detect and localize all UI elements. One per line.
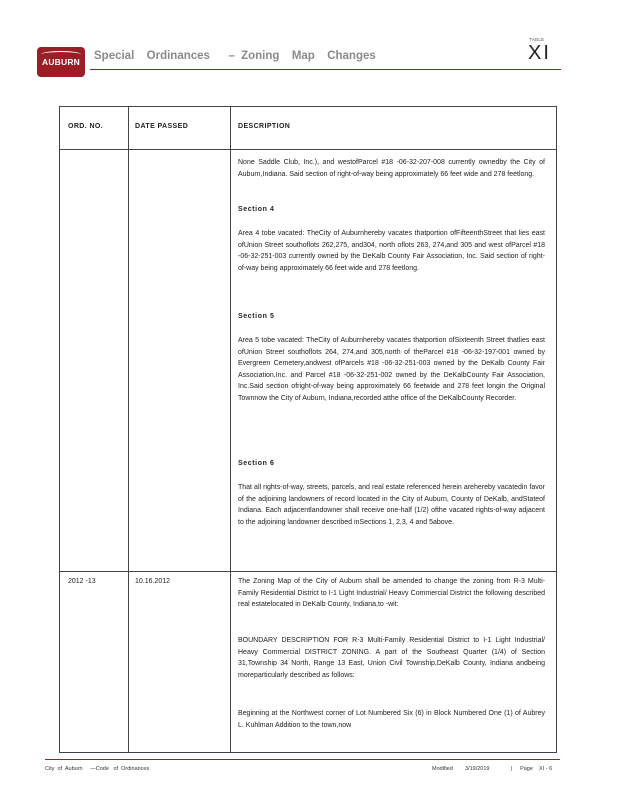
footer-divider <box>45 759 560 760</box>
page-title: Special Ordinances – Zoning Map Changes <box>94 50 376 62</box>
row2-boundary-text: BOUNDARY DESCRIPTION FOR R-3 Multi-Family Residential District to I-1 Light Industrial/ Heavy Commercial DISTRICT ZONING. A part of the Southeast Quarter (1/4) of Section 31,Township 34 North, Range 13 East, Union Civil Township,DeKalb County, Indiana andbeing moreparticularly described as follows: <box>238 637 545 679</box>
footer-modified-date: Modified 3/19/2019 <box>432 766 490 772</box>
section-6-text: That all rights-of-way, streets, parcels, and real estate referenced herein arehereby vacatedin favor of the adjoining landowners of record located in the City of Auburn, County of DeKalb, andStateof Indiana. Each adjacentlandowner shall receive one-half (1/2) ofthe vacated rights-of-way adjacent to the adjoining landowner described inSections 1, 2,3, 4 and 5above. <box>238 484 545 526</box>
row2-beginning-text: Beginning at the Northwest corner of Lot Numbered Six (6) in Block Numbered One (1) of Aubrey L. Kuhlman Addition to the town,now <box>238 710 545 729</box>
column-header-ord-no: ORD. NO. <box>68 123 104 130</box>
row2-description-text: The Zoning Map of the City of Auburn shall be amended to change the zoning from R-3 Multi-Family Residential District to I-1 Light Industrial/ Heavy Commercial District the following described real estatelocated in DeKalb County, Indiana,to -wit: <box>238 578 545 609</box>
auburn-logo <box>37 47 85 77</box>
row1-intro-text: None Saddle Club, Inc.), and westofParcel #18 -06-32-207-008 currently ownedby the City of Auburn,Indiana. Said section of right-of-way being approximately 66 feet wide and 278 feetlong. <box>238 159 545 178</box>
section-6-title: Section 6 <box>238 460 275 467</box>
section-5-text: Area 5 tobe vacated: TheCity of Auburnhereby vacates thatportion ofSixteenth Street thatlies east ofUnion Street southoflots 264, 274,and 305,north of theParcel #18 -06-32-197-001 owned by Evergreen Cemetery,andwest ofParcels #18 -06-32-251-003 owned by the DeKalb County Fair Association,Inc. and Parcel #18 -06-32-251-002 owned by the DeKalbCounty Fair Association, Inc.Said section ofright-of-way being approximately 66 feetwide and 278 feet longin the Original Townnow the City of Auburn, Indiana,recorded atthe office of the DeKalbCounty Recorder. <box>238 337 545 402</box>
ordinance-table <box>59 106 557 753</box>
row2-ord-no: 2012 -13 <box>68 578 96 585</box>
column-header-date-passed: DATE PASSED <box>135 123 189 130</box>
row2-date-passed: 10.16.2012 <box>135 578 171 585</box>
table-label: TABLE <box>529 37 545 42</box>
logo-text: AUBURN <box>41 57 81 67</box>
table-number: XI <box>528 42 551 64</box>
header-row-divider <box>60 149 556 150</box>
header-divider <box>90 69 561 70</box>
section-4-title: Section 4 <box>238 206 275 213</box>
column-divider <box>128 107 129 752</box>
row-divider <box>60 571 556 572</box>
column-divider <box>230 107 231 752</box>
footer-code-title: City of Auburn —Code of Ordinances <box>45 766 150 772</box>
column-header-description: DESCRIPTION <box>238 123 291 130</box>
section-5-title: Section 5 <box>238 313 275 320</box>
footer-page-number: | Page XI - 6 <box>511 766 553 772</box>
section-4-text: Area 4 tobe vacated: TheCity of Auburnhereby vacates thatportion ofFifteenthStreet that lies east ofUnion Street southoflots 262,275, and304, north oflots 263, 274,and 305 and west ofParcel #18 -06-32-251-003 currently owned by the DeKalb County Fair Association, Inc. Said section of right-of-way being approximately 66 feet wide and 278 feetlong. <box>238 230 545 272</box>
